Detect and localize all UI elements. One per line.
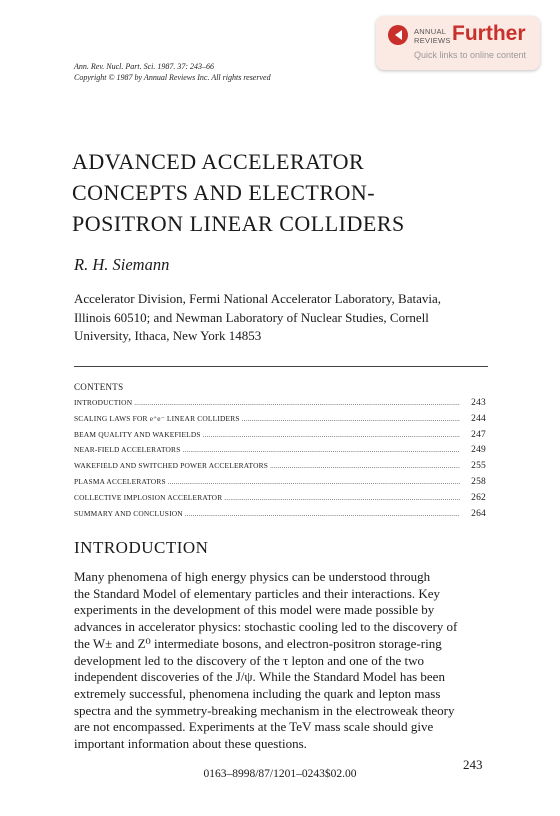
badge-tagline: Quick links to online content (414, 50, 527, 60)
toc-entry-page: 247 (471, 429, 486, 440)
toc-entry[interactable] (74, 461, 486, 477)
body-line: development led to the discovery of the τ lepton and one of the two (74, 652, 424, 668)
title-line: CONCEPTS AND ELECTRON- (72, 180, 376, 205)
toc-leader-dots (270, 462, 460, 470)
body-line: extremely successful, phenomena including the quark and lepton mass (74, 685, 441, 701)
toc-entry[interactable] (74, 493, 486, 509)
toc-entry[interactable] (74, 509, 486, 525)
toc-entry-page: 249 (471, 445, 486, 456)
body-line: advances in accelerator physics: stochastic cooling led to the discovery of (74, 619, 458, 635)
article-title (72, 146, 512, 239)
title-line: ADVANCED ACCELERATOR (72, 149, 365, 174)
body-line: are not encompassed. Experiments at the TeV mass scale should give (74, 719, 434, 735)
annual-reviews-logo-icon (388, 25, 408, 45)
table-of-contents (74, 398, 486, 524)
toc-leader-dots (224, 494, 460, 502)
section-heading-introduction: INTRODUCTION (74, 538, 209, 557)
toc-entry[interactable] (74, 445, 486, 461)
toc-entry-page: 262 (471, 492, 486, 503)
body-line: Many phenomena of high energy physics can be understood through (74, 569, 431, 584)
toc-entry-page: 255 (471, 461, 486, 472)
author-name: R. H. Siemann (74, 255, 170, 274)
toc-entry-label: SUMMARY AND CONCLUSION (74, 508, 183, 518)
body-line: spectra and the symmetry-breaking mechanism in the electroweak theory (74, 702, 455, 718)
affiliation-line: Accelerator Division, Fermi National Accelerator Laboratory, Batavia, (74, 291, 441, 306)
toc-leader-dots (168, 478, 460, 486)
toc-entry-label: BEAM QUALITY AND WAKEFIELDS (74, 429, 201, 439)
author-affiliation (74, 290, 494, 346)
toc-entry-label: COLLECTIVE IMPLOSION ACCELERATOR (74, 492, 223, 502)
publisher-line1: ANNUAL (414, 27, 447, 36)
toc-entry-page: 258 (471, 476, 486, 487)
toc-entry-page: 244 (471, 413, 486, 424)
body-line: important information about these questions. (74, 736, 307, 752)
toc-leader-dots (203, 431, 460, 439)
toc-leader-dots (134, 399, 460, 407)
toc-entry-label: SCALING LAWS FOR e⁺e⁻ LINEAR COLLIDERS (74, 413, 240, 423)
toc-entry-label: WAKEFIELD AND SWITCHED POWER ACCELERATORS (74, 461, 269, 471)
page-number: 243 (463, 757, 483, 772)
contents-heading: CONTENTS (74, 382, 124, 392)
annual-reviews-further-badge[interactable] (376, 16, 540, 70)
toc-entry-label: PLASMA ACCELERATORS (74, 476, 166, 486)
body-line: experiments in the development of this model were made possible by (74, 602, 435, 618)
journal-citation: Ann. Rev. Nucl. Part. Sci. 1987. 37: 243–66 (74, 62, 215, 71)
publisher-line2: REVIEWS (414, 36, 451, 45)
issn-code: 0163–8998/87/1201–0243$02.00 (203, 768, 357, 780)
body-line: independent discoveries of the J/ψ. While the Standard Model has been (74, 669, 445, 685)
divider-rule (74, 366, 488, 367)
body-line: the Standard Model of elementary particles and their interactions. Key (74, 585, 441, 601)
journal-copyright: Copyright © 1987 by Annual Reviews Inc. All rights reserved (74, 73, 271, 82)
toc-entry[interactable] (74, 477, 486, 493)
toc-entry[interactable] (74, 414, 486, 430)
toc-entry[interactable] (74, 430, 486, 446)
toc-entry-label: NEAR-FIELD ACCELERATORS (74, 445, 181, 455)
toc-leader-dots (183, 446, 460, 454)
toc-leader-dots (185, 510, 460, 518)
body-line: the W± and Z⁰ intermediate bosons, and electron-positron storage-ring (74, 635, 442, 651)
toc-leader-dots (242, 415, 460, 423)
affiliation-line: Illinois 60510; and Newman Laboratory of Nuclear Studies, Cornell (74, 309, 429, 325)
affiliation-line: University, Ithaca, New York 14853 (74, 328, 262, 343)
toc-entry-page: 243 (471, 398, 486, 408)
introduction-paragraph (74, 569, 488, 753)
toc-entry-page: 264 (471, 508, 486, 519)
toc-entry-label: INTRODUCTION (74, 398, 133, 407)
further-brand: Further (452, 22, 526, 45)
title-line: POSITRON LINEAR COLLIDERS (72, 211, 405, 236)
toc-entry[interactable] (74, 398, 486, 414)
